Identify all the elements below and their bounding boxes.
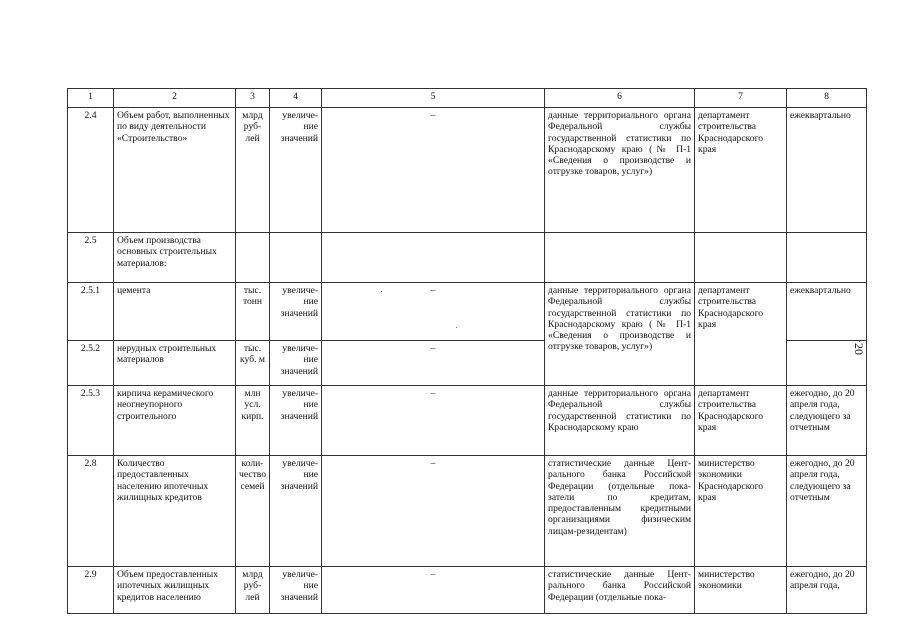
value-cell: – — [322, 341, 545, 386]
row-number: 2.4 — [68, 108, 114, 233]
header-cell: 6 — [545, 89, 695, 108]
scan-speck — [859, 341, 860, 342]
trend-cell: увеличе-ние значений — [270, 283, 322, 341]
source-cell: статистические данные Цент-рального банка Российской Федерации (отдельные пока- — [545, 567, 695, 614]
responsible-cell: департамент строительства Краснодарского края — [695, 108, 787, 233]
trend-cell: увеличе-ние значений — [270, 386, 322, 456]
header-cell: 1 — [68, 89, 114, 108]
trend-cell: увеличе-ние значений — [270, 341, 322, 386]
table-row — [68, 108, 867, 233]
period-cell: ежегодно, до 20 апреля года, следующего за отчетным — [787, 456, 867, 567]
row-number: 2.5 — [68, 233, 114, 283]
period-cell: ежеквартально — [787, 108, 867, 233]
unit-cell: млн усл. кирп. — [236, 386, 270, 456]
unit-cell: тыс. тонн — [236, 283, 270, 341]
unit-cell: млрд руб-лей — [236, 567, 270, 614]
indicator-name: Объем предоставленных ипотечных жилищных кредитов населению — [114, 567, 236, 614]
unit-cell: коли-чество семей — [236, 456, 270, 567]
unit-cell: млрд руб-лей — [236, 108, 270, 233]
unit-cell: тыс. куб. м — [236, 341, 270, 386]
trend-cell: увеличе-ние значений — [270, 108, 322, 233]
value-cell: – — [322, 283, 545, 341]
period-cell — [787, 233, 867, 283]
row-number: 2.5.1 — [68, 283, 114, 341]
header-row — [68, 89, 867, 108]
indicator-name: Количество предоставленных населению ипотечных жилищных кредитов — [114, 456, 236, 567]
value-cell: – — [322, 386, 545, 456]
scan-speck — [381, 291, 382, 292]
source-cell: статистические данные Цент-рального банка Российской Федерации (отдельные пока-затели по кредитам, предоставленным кредитными организациями физическим лицам-резидентам) — [545, 456, 695, 567]
header-cell: 2 — [114, 89, 236, 108]
indicator-name: Объем работ, выполненных по виду деятельности «Строительство» — [114, 108, 236, 233]
value-cell: – — [322, 567, 545, 614]
table-row — [68, 283, 867, 341]
period-cell: ежегодно, до 20 апреля года, — [787, 567, 867, 614]
header-cell: 4 — [270, 89, 322, 108]
trend-cell: увеличе-ние значений — [270, 456, 322, 567]
trend-cell: увеличе-ние значений — [270, 567, 322, 614]
responsible-cell: департамент строительства Краснодарского края — [695, 386, 787, 456]
indicator-name: цемента — [114, 283, 236, 341]
indicator-name: Объем производства основных строительных материалов: — [114, 233, 236, 283]
header-cell: 7 — [695, 89, 787, 108]
page-number: 20 — [852, 343, 866, 355]
responsible-cell: министерство экономики — [695, 567, 787, 614]
header-cell: 5 — [322, 89, 545, 108]
row-number: 2.5.2 — [68, 341, 114, 386]
header-cell: 3 — [236, 89, 270, 108]
source-cell: данные территориального органа Федеральной службы государственной статистики по Краснодарскому краю (№ П-1 «Сведения о производстве и отгрузке товаров, услуг») — [545, 108, 695, 233]
table-row — [68, 386, 867, 456]
period-cell: ежеквартально — [787, 283, 867, 341]
row-number: 2.9 — [68, 567, 114, 614]
responsible-cell: департамент строительства Краснодарского края — [695, 283, 787, 386]
header-cell: 8 — [787, 89, 867, 108]
indicator-name: нерудных строительных материалов — [114, 341, 236, 386]
table-row — [68, 233, 867, 283]
value-cell — [322, 233, 545, 283]
period-cell: ежегодно, до 20 апреля года, следующего за отчетным — [787, 386, 867, 456]
row-number: 2.5.3 — [68, 386, 114, 456]
responsible-cell — [695, 233, 787, 283]
indicators-table — [67, 88, 867, 614]
scan-speck — [456, 327, 457, 328]
row-number: 2.8 — [68, 456, 114, 567]
value-cell: – — [322, 108, 545, 233]
table-row — [68, 567, 867, 614]
responsible-cell: министерство экономики Краснодарского края — [695, 456, 787, 567]
source-cell — [545, 233, 695, 283]
source-cell: данные территориального органа Федеральной службы государственной статистики по Краснодарскому краю (№ П-1 «Сведения о производстве и отгрузке товаров, услуг») — [545, 283, 695, 386]
indicator-name: кирпича керамического неогнеупорного строительного — [114, 386, 236, 456]
value-cell: – — [322, 456, 545, 567]
source-cell: данные территориального органа Федеральной службы государственной статистики по Краснодарскому краю — [545, 386, 695, 456]
trend-cell — [270, 233, 322, 283]
unit-cell — [236, 233, 270, 283]
table-row — [68, 456, 867, 567]
